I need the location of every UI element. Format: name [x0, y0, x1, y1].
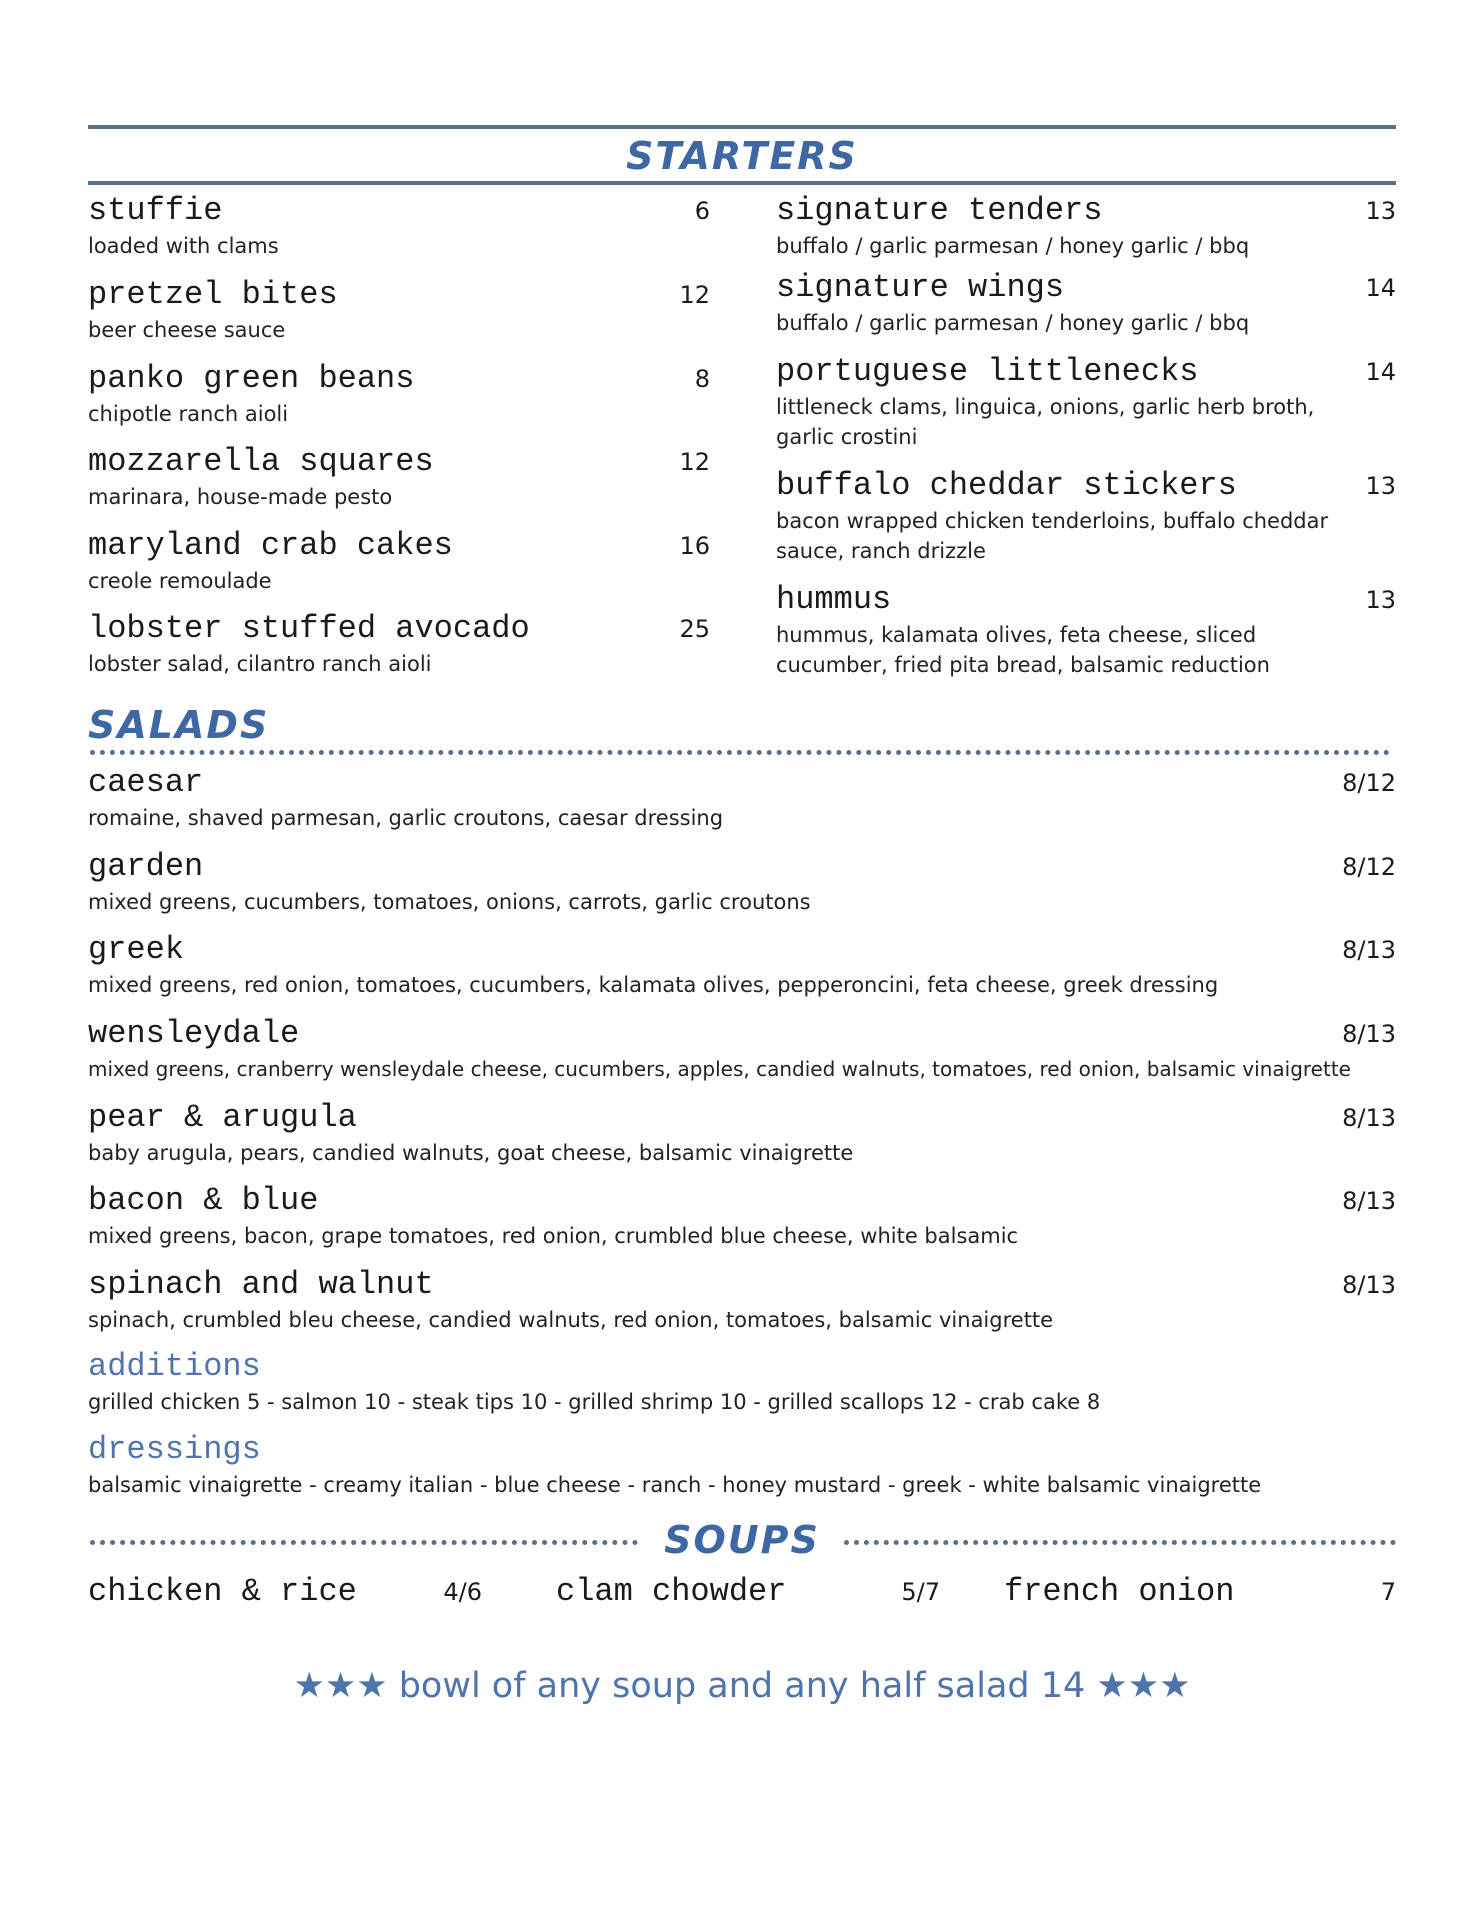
salad-dressings: [88, 1432, 1396, 1500]
item-name: wensleydale: [88, 1015, 300, 1052]
item-description: baby arugula, pears, candied walnuts, goat cheese, balsamic vinaigrette: [88, 1141, 854, 1165]
item-description: romaine, shaved parmesan, garlic croutons, caesar dressing: [88, 806, 724, 830]
item-description: lobster salad, cilantro ranch aioli: [88, 652, 432, 676]
salad-additions: [88, 1349, 1396, 1417]
starter-item: [88, 611, 710, 679]
item-price: 13: [1365, 472, 1396, 500]
starter-item: [88, 277, 710, 345]
starter-item: [88, 361, 710, 429]
item-description: marinara, house-made pesto: [88, 485, 393, 509]
item-price: 8/13: [1342, 1187, 1396, 1215]
item-price: 8/13: [1342, 936, 1396, 964]
salad-item: [88, 932, 1396, 1000]
item-description: mixed greens, cucumbers, tomatoes, onions, carrots, garlic croutons: [88, 890, 811, 914]
starter-item: [88, 528, 710, 596]
item-price: 14: [1365, 358, 1396, 386]
item-description: creole remoulade: [88, 569, 272, 593]
item-price: 5/7: [901, 1578, 940, 1606]
salad-item: [88, 1016, 1396, 1084]
item-price: 8/13: [1342, 1104, 1396, 1132]
starters-bottom-rule: [88, 181, 1396, 185]
starter-item: [88, 444, 710, 512]
soup-item: [88, 1572, 482, 1612]
starter-item: [776, 270, 1396, 338]
item-price: 25: [679, 615, 710, 643]
item-name: garden: [88, 848, 204, 885]
item-name: mozzarella squares: [88, 443, 434, 480]
item-name: pear & arugula: [88, 1099, 357, 1136]
item-name: hummus: [776, 581, 892, 618]
item-name: french onion: [1004, 1573, 1235, 1610]
item-name: signature wings: [776, 269, 1065, 306]
soups-title: SOUPS: [664, 1518, 820, 1562]
starter-item: [776, 354, 1396, 452]
item-description: buffalo / garlic parmesan / honey garlic / bbq: [776, 234, 1250, 258]
starter-item: [88, 193, 710, 261]
soup-salad-combo-promo: ★★★ bowl of any soup and any half salad 14 ★★★: [293, 1666, 1191, 1706]
item-price: 8/13: [1342, 1020, 1396, 1048]
starter-item: [776, 468, 1396, 566]
salads-title: SALADS: [88, 703, 270, 747]
soup-item: [1004, 1572, 1396, 1612]
item-description: mixed greens, bacon, grape tomatoes, red onion, crumbled blue cheese, white balsamic: [88, 1224, 1019, 1248]
item-name: signature tenders: [776, 192, 1103, 229]
dressings-title: dressings: [88, 1431, 261, 1468]
item-name: panko green beans: [88, 360, 415, 397]
item-price: 13: [1365, 586, 1396, 614]
item-price: 7: [1380, 1578, 1396, 1606]
item-description: bacon wrapped chicken tenderloins, buffalo cheddar sauce, ranch drizzle: [776, 509, 1329, 563]
item-price: 8/12: [1342, 853, 1396, 881]
item-price: 8/13: [1342, 1271, 1396, 1299]
starter-item: [776, 193, 1396, 261]
item-description: buffalo / garlic parmesan / honey garlic / bbq: [776, 311, 1250, 335]
item-description: beer cheese sauce: [88, 318, 286, 342]
item-name: greek: [88, 931, 185, 968]
additions-title: additions: [88, 1348, 261, 1385]
salad-item: [88, 849, 1396, 917]
item-description: hummus, kalamata olives, feta cheese, sliced cucumber, fried pita bread, balsamic reduction: [776, 623, 1270, 677]
item-name: buffalo cheddar stickers: [776, 467, 1237, 504]
item-description: chipotle ranch aioli: [88, 402, 289, 426]
additions-text: grilled chicken 5 - salmon 10 - steak tips 10 - grilled shrimp 10 - grilled scallops 12 - crab cake 8: [88, 1390, 1101, 1414]
item-price: 16: [679, 532, 710, 560]
item-description: spinach, crumbled bleu cheese, candied walnuts, red onion, tomatoes, balsamic vinaigrette: [88, 1308, 1054, 1332]
item-price: 12: [679, 448, 710, 476]
menu-page: [88, 0, 1396, 1920]
item-name: lobster stuffed avocado: [88, 610, 530, 647]
salad-item: [88, 1183, 1396, 1251]
item-name: bacon & blue: [88, 1182, 319, 1219]
starter-item: [776, 582, 1396, 680]
item-name: stuffie: [88, 192, 223, 229]
starters-title: STARTERS: [626, 134, 858, 178]
item-price: 8: [694, 365, 710, 393]
item-description: mixed greens, cranberry wensleydale cheese, cucumbers, apples, candied walnuts, tomatoes, red onion, balsamic vinaigrette: [88, 1057, 1351, 1081]
item-price: 14: [1365, 274, 1396, 302]
item-description: mixed greens, red onion, tomatoes, cucumbers, kalamata olives, pepperoncini, feta cheese, greek dressing: [88, 973, 1219, 997]
soup-item: [556, 1572, 940, 1612]
item-description: loaded with clams: [88, 234, 279, 258]
item-name: clam chowder: [556, 1573, 787, 1610]
item-price: 4/6: [443, 1578, 482, 1606]
starters-top-rule: [88, 125, 1396, 129]
item-price: 12: [679, 281, 710, 309]
item-name: portuguese littlenecks: [776, 353, 1199, 390]
salad-item: [88, 765, 1396, 833]
soups-dotted-divider-right: [844, 1540, 1396, 1545]
item-name: chicken & rice: [88, 1573, 357, 1610]
item-price: 6: [694, 197, 710, 225]
salads-dotted-divider: [90, 750, 1390, 755]
item-price: 8/12: [1342, 769, 1396, 797]
item-price: 13: [1365, 197, 1396, 225]
item-name: spinach and walnut: [88, 1266, 434, 1303]
dressings-text: balsamic vinaigrette - creamy italian - blue cheese - ranch - honey mustard - greek - white balsamic vinaigrette: [88, 1473, 1262, 1497]
item-name: maryland crab cakes: [88, 527, 453, 564]
item-description: littleneck clams, linguica, onions, garlic herb broth, garlic crostini: [776, 395, 1315, 449]
item-name: caesar: [88, 764, 204, 801]
item-name: pretzel bites: [88, 276, 338, 313]
salad-item: [88, 1267, 1396, 1335]
salad-item: [88, 1100, 1396, 1168]
